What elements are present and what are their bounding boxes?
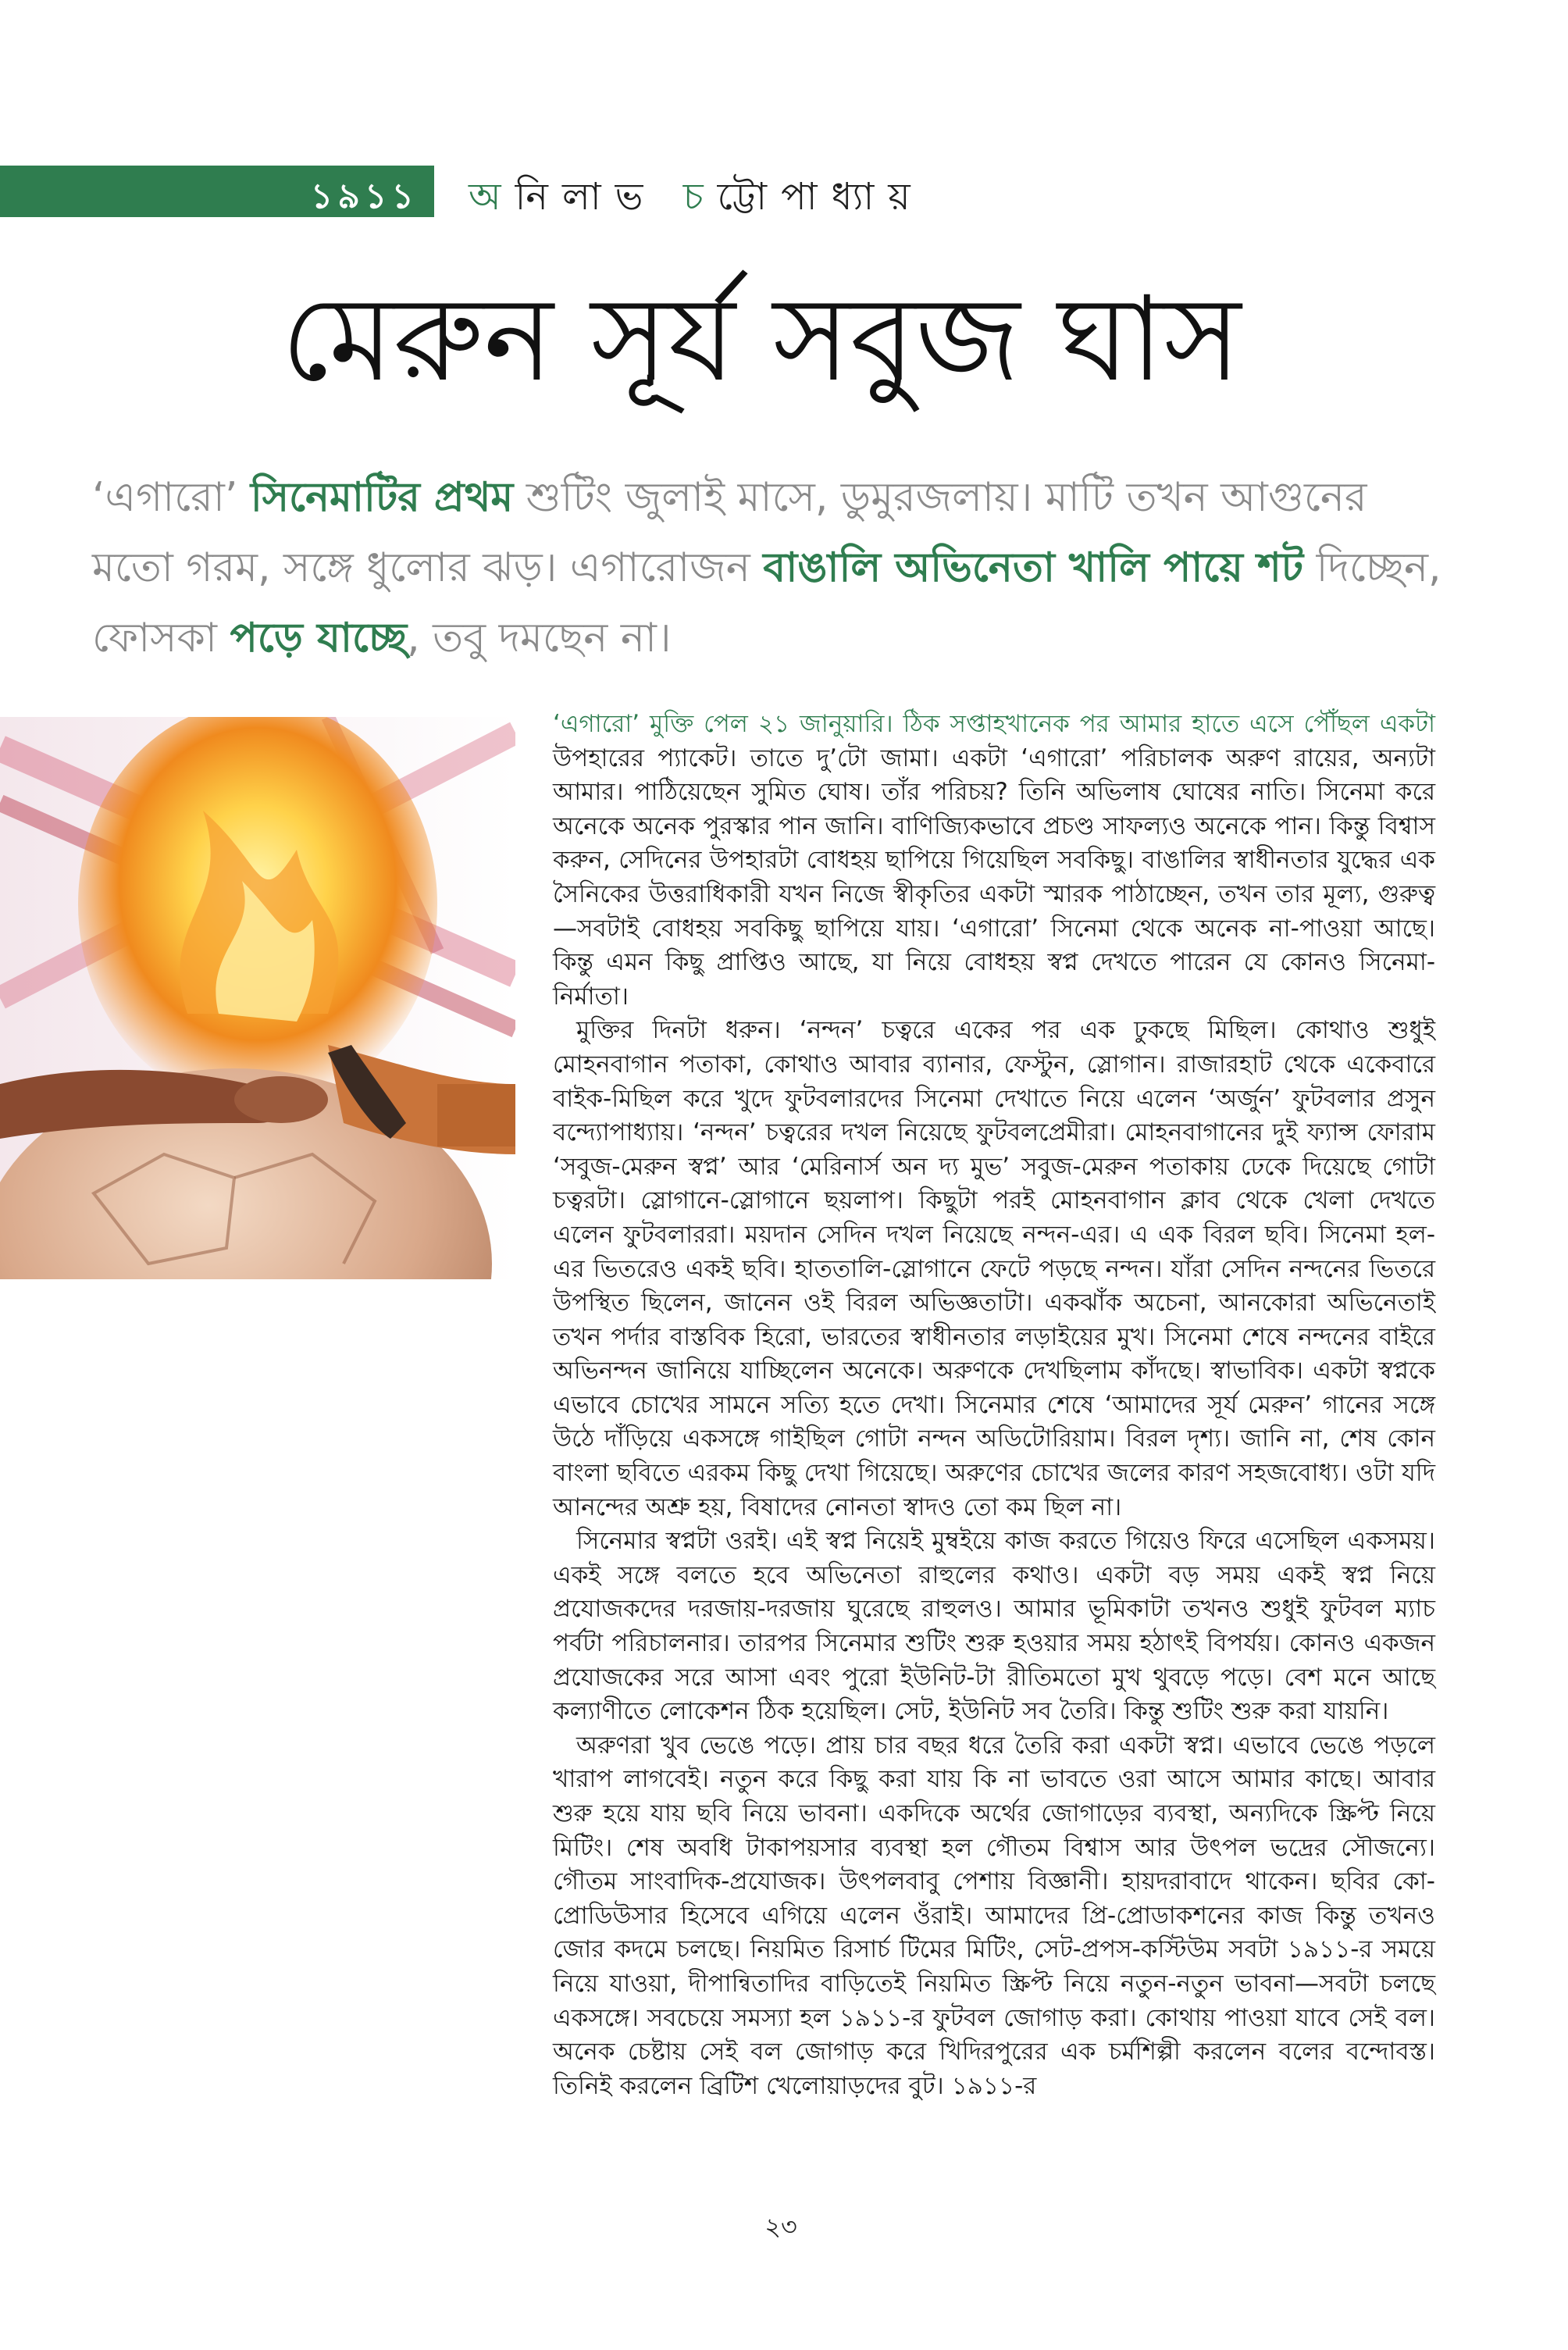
body-paragraph-1: ‘এগারো’ মুক্তি পেল ২১ জানুয়ারি। ঠিক সপ্তাহখানেক পর আমার হাতে এসে পৌঁছল একটা উপহারের প্যাকেট। তাতে দু’টো জামা। একটা ‘এগারো’ পরিচালক অরুণ রায়ের, অন্যটা আমার। পাঠিয়েছেন সুমিত ঘোষ। তাঁর পরিচয়? তিনি অভিলাষ ঘোষের নাতি। সিনেমা করে অনেকে অনেক পুরস্কার পান জানি। বাণিজ্যিকভাবে প্রচণ্ড সাফল্যও অনেকে পান। কিন্তু বিশ্বাস করুন, সেদিনের উপহারটা বোধহয় ছাপিয়ে গিয়েছিল সবকিছু। বাঙালির স্বাধীনতার যুদ্ধের এক সৈনিকের উত্তরাধিকারী যখন নিজে স্বীকৃতির একটা স্মারক পাঠাচ্ছেন, তখন তার মূল্য, গুরুত্ব—সবটাই বোধহয় সবকিছু ছাপিয়ে যায়। ‘এগারো’ সিনেমা থেকে অনেক না-পাওয়া আছে। কিন্তু এমন কিছু প্রাপ্তিও আছে, যা নিয়ে বোধহয় স্বপ্ন দেখতে পারেন যে কোনও সিনেমা-নির্মাতা। <box>553 710 1435 1011</box>
year-label: ১৯১১ <box>310 177 419 216</box>
header-bar <box>0 166 1568 217</box>
standfirst: ‘এগারো’ সিনেমাটির প্রথম শুটিং জুলাই মাসে, ডুমুরজলায়। মাটি তখন আগুনের মতো গরম, সঙ্গে ধুলোর ঝড়। এগারোজন বাঙালি অভিনেতা খালি পায়ে শট দিচ্ছেন, ফোসকা পড়ে যাচ্ছে, তবু দমছেন না। <box>92 474 1441 661</box>
body-paragraph-4: অরুণরা খুব ভেঙে পড়ে। প্রায় চার বছর ধরে তৈরি করা একটা স্বপ্ন। এভাবে ভেঙে পড়লে খারাপ লাগবেই। নতুন করে কিছু করা যায় কি না ভাবতে ওরা আসে আমার কাছে। আবার শুরু হয়ে যায় ছবি নিয়ে ভাবনা। একদিকে অর্থের জোগাড়ের ব্যবস্থা, অন্যদিকে স্ক্রিপ্ট নিয়ে মিটিং। শেষ অবধি টাকাপয়সার ব্যবস্থা হল গৌতম বিশ্বাস আর উৎপল ভদ্রের সৌজন্যে। গৌতম সাংবাদিক-প্রযোজক। উৎপলবাবু পেশায় বিজ্ঞানী। হায়দরাবাদে থাকেন। ছবির কো-প্রোডিউসার হিসেবে এগিয়ে এলেন ওঁরাই। আমাদের প্রি-প্রোডাকশনের কাজ কিন্তু তখনও জোর কদমে চলছে। নিয়মিত রিসার্চ টিমের মিটিং, সেট-প্রপস-কস্টিউম সবটা ১৯১১-র সময়ে নিয়ে যাওয়া, দীপান্বিতাদির বাড়িতেই নিয়মিত স্ক্রিপ্ট নিয়ে নতুন-নতুন ভাবনা—সবটা চলছে একসঙ্গে। সবচেয়ে সমস্যা হল ১৯১১-র ফুটবল জোগাড় করা। কোথায় পাওয়া যাবে সেই বল। অনেক চেষ্টায় সেই বল জোগাড় করে খিদিরপুরের এক চর্মশিল্পী করলেন বলের বন্দোবস্ত। তিনিই করলেন ব্রিটিশ খেলোয়াড়দের বুট। ১৯১১-র <box>553 1731 1435 2100</box>
article-title: মেরুন সূর্য সবুজ ঘাস <box>281 272 1242 408</box>
article-body <box>553 708 1435 2103</box>
football-flame-icon <box>0 717 515 1279</box>
football-flame-photo <box>0 717 515 1279</box>
author-byline: অনিলাভ চট্টোপাধ্যায় <box>469 175 925 219</box>
year-banner <box>0 166 434 217</box>
page-number: ২৩ <box>764 2212 797 2241</box>
body-paragraph-3: সিনেমার স্বপ্নটা ওরই। এই স্বপ্ন নিয়েই মুম্বইয়ে কাজ করতে গিয়েও ফিরে এসেছিল একসময়। একই সঙ্গে বলতে হবে অভিনেতা রাহুলের কথাও। একটা বড় সময় একই স্বপ্ন নিয়ে প্রযোজকদের দরজায়-দরজায় ঘুরেছে রাহুলও। আমার ভূমিকাটা তখনও শুধুই ফুটবল ম্যাচ পর্বটা পরিচালনার। তারপর সিনেমার শুটিং শুরু হওয়ার সময় হঠাৎই বিপর্যয়। কোনও একজন প্রযোজকের সরে আসা এবং পুরো ইউনিট-টা রীতিমতো মুখ থুবড়ে পড়ে। বেশ মনে আছে কল্যাণীতে লোকেশন ঠিক হয়েছিল। সেট, ইউনিট সব তৈরি। কিন্তু শুটিং শুরু করা যায়নি। <box>553 1527 1435 1726</box>
body-paragraph-2: মুক্তির দিনটা ধরুন। ‘নন্দন’ চত্বরে একের পর এক ঢুকছে মিছিল। কোথাও শুধুই মোহনবাগান পতাকা, কোথাও আবার ব্যানার, ফেস্টুন, স্লোগান। রাজারহাট থেকে একেবারে বাইক-মিছিল করে খুদে ফুটবলারদের সিনেমা দেখাতে নিয়ে এলেন ‘অর্জুন’ ফুটবলার প্রসুন বন্দ্যোপাধ্যায়। ‘নন্দন’ চত্বরের দখল নিয়েছে ফুটবলপ্রেমীরা। মোহনবাগানের দুই ফ্যান্স ফোরাম ‘সবুজ-মেরুন স্বপ্ন’ আর ‘মেরিনার্স অন দ্য মুভ’ সবুজ-মেরুন পতাকায় ঢেকে দিয়েছে গোটা চত্বরটা। স্লোগানে-স্লোগানে ছয়লাপ। কিছুটা পরই মোহনবাগান ক্লাব থেকে খেলা দেখতে এলেন ফুটবলাররা। ময়দান সেদিন দখল নিয়েছে নন্দন-এর। এ এক বিরল ছবি। সিনেমা হল-এর ভিতরেও একই ছবি। হাততালি-স্লোগানে ফেটে পড়ছে নন্দন। যাঁরা সেদিন নন্দনের ভিতরে উপস্থিত ছিলেন, জানেন ওই বিরল অভিজ্ঞতাটা। একঝাঁক অচেনা, আনকোরা অভিনেতাই তখন পর্দার বাস্তবিক হিরো, ভারতের স্বাধীনতার লড়াইয়ের মুখ। সিনেমা শেষে নন্দনের বাইরে অভিনন্দন জানিয়ে যাচ্ছিলেন অনেকে। অরুণকে দেখছিলাম কাঁদছে। স্বাভাবিক। একটা স্বপ্নকে এভাবে চোখের সামনে সত্যি হতে দেখা। সিনেমার শেষে ‘আমাদের সূর্য মেরুন’ গানের সঙ্গে উঠে দাঁড়িয়ে একসঙ্গে গাইছিল গোটা নন্দন অডিটোরিয়াম। বিরল দৃশ্য। জানি না, শেষ কোন বাংলা ছবিতে এরকম কিছু দেখা গিয়েছে। অরুণের চোখের জলের কারণ সহজবোধ্য। ওটা যদি আনন্দের অশ্রু হয়, বিষাদের নোনতা স্বাদও তো কম ছিল না। <box>553 1016 1435 1521</box>
